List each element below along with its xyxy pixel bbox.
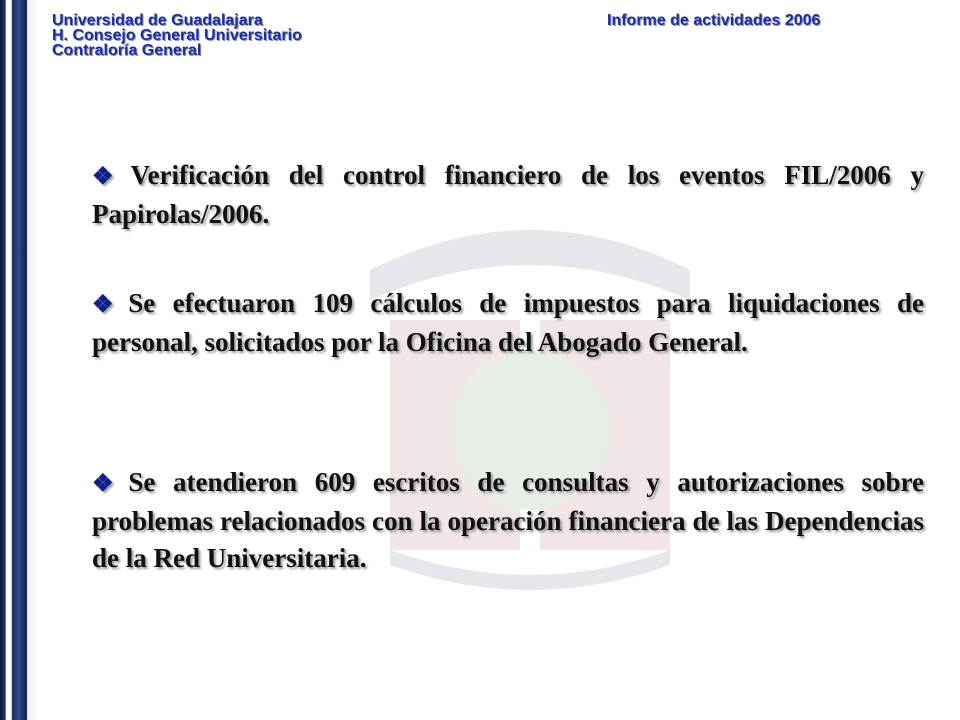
department-name: Contraloría General: [52, 42, 202, 59]
organization-header: [52, 13, 302, 58]
diamond-bullet-icon: ❖: [92, 471, 125, 497]
bullet-text: Se atendieron 609 escritos de consultas y autorizaciones sobre problemas relacionados con la operación financiera de las Dependencias de la Red Universitaria.: [92, 467, 924, 573]
left-decorative-stripe: [0, 0, 38, 720]
council-name: H. Consejo General Universitario: [52, 27, 302, 44]
bullet-item: [92, 464, 924, 577]
bullet-text: Se efectuaron 109 cálculos de impuestos para liquidaciones de personal, solicitados por la Oficina del Abogado General.: [92, 288, 924, 357]
university-name: Universidad de Guadalajara: [52, 12, 263, 29]
diamond-bullet-icon: ❖: [92, 164, 127, 190]
bullet-text: Verificación del control financiero de los eventos FIL/2006 y Papirolas/2006.: [92, 160, 925, 229]
bullet-item: [92, 285, 924, 361]
diamond-bullet-icon: ❖: [92, 292, 125, 318]
report-title: Informe de actividades 2006: [607, 12, 821, 29]
bullet-item: [92, 157, 924, 233]
